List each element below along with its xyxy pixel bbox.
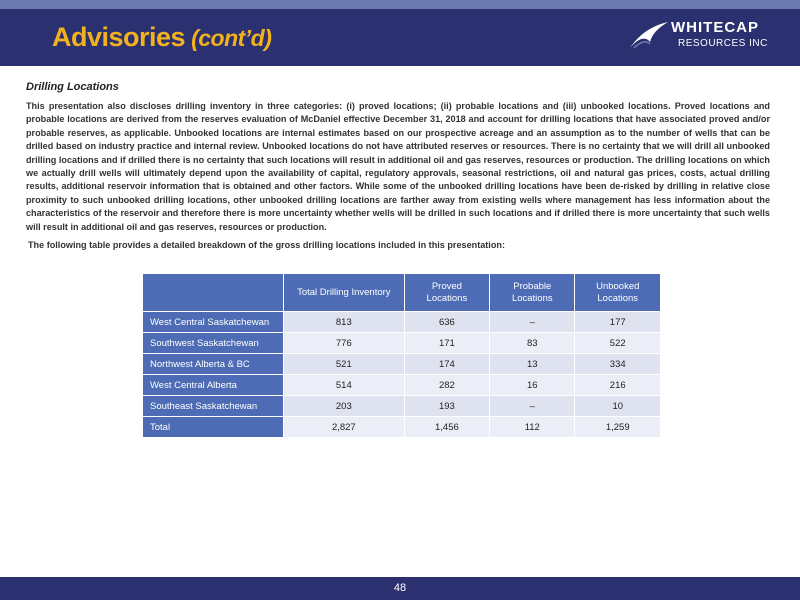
table-intro: The following table provides a detailed breakdown of the gross drilling locations included in this presentation:	[28, 240, 505, 250]
cell-proved: 282	[404, 375, 489, 396]
cell-total: 2,827	[283, 417, 404, 438]
table-header-total: Total Drilling Inventory	[283, 274, 404, 312]
cell-probable: 16	[490, 375, 575, 396]
drilling-locations-table	[142, 273, 661, 438]
table-row	[143, 312, 661, 333]
row-region: Southeast Saskatchewan	[143, 396, 284, 417]
table-header-probable: Probable Locations	[490, 274, 575, 312]
table-header-proved: Proved Locations	[404, 274, 489, 312]
cell-total: 203	[283, 396, 404, 417]
page-title-subtitle: (cont’d)	[191, 25, 272, 51]
company-logo	[628, 16, 768, 56]
row-region: Northwest Alberta & BC	[143, 354, 284, 375]
cell-proved: 636	[404, 312, 489, 333]
cell-probable: 83	[490, 333, 575, 354]
section-heading: Drilling Locations	[26, 81, 119, 93]
cell-proved: 171	[404, 333, 489, 354]
row-region: Southwest Saskatchewan	[143, 333, 284, 354]
page-title	[52, 22, 271, 53]
whitecap-wave-icon	[628, 20, 670, 50]
cell-unbooked: 216	[575, 375, 661, 396]
body-paragraph: This presentation also discloses drilling inventory in three categories: (i) proved locations; (ii) probable locations and (iii) unbooked locations. Proved locations and probable locations are derived from the reserves evaluation of McDaniel effective December 31, 2018 and account for drilling locations that have associated proved and/or probable reserves, as applicable. Unbooked locations are internal estimates based on our prospective acreage and an assumption as to the number of wells that can be drilled based on industry practice and internal review. Unbooked locations do not have attributed reserves or resources. There is no certainty that we will drill all unbooked drilling locations and if drilled there is no certainty that such locations will result in additional oil and gas reserves, resources or production. The drilling locations on which we actually drill wells will ultimately depend upon the availability of capital, regulatory approvals, seasonal restrictions, oil and natural gas prices, costs, actual drilling results, additional reservoir information that is obtained and other factors. While some of the unbooked drilling locations have been de-risked by drilling in relative close proximity to such unbooked drilling locations, other unbooked drilling locations are farther away from existing wells where management has less information about the characteristics of the reservoir and therefore there is more uncertainty whether wells will be drilled in such locations and if drilled there is more uncertainty that such wells will result in additional oil and gas reserves, resources or production.	[26, 101, 770, 232]
table-header-unbooked: Unbooked Locations	[575, 274, 661, 312]
table-header-row	[143, 274, 661, 312]
cell-probable: –	[490, 312, 575, 333]
cell-probable: 13	[490, 354, 575, 375]
table-row	[143, 375, 661, 396]
cell-probable: 112	[490, 417, 575, 438]
cell-total: 521	[283, 354, 404, 375]
cell-unbooked: 522	[575, 333, 661, 354]
table-row-total	[143, 417, 661, 438]
row-region: West Central Alberta	[143, 375, 284, 396]
cell-probable: –	[490, 396, 575, 417]
row-region: West Central Saskatchewan	[143, 312, 284, 333]
cell-total: 813	[283, 312, 404, 333]
cell-total: 514	[283, 375, 404, 396]
page-number: 48	[393, 582, 407, 594]
row-region: Total	[143, 417, 284, 438]
cell-total: 776	[283, 333, 404, 354]
table-row	[143, 354, 661, 375]
cell-unbooked: 10	[575, 396, 661, 417]
page-title-main: Advisories	[52, 22, 186, 52]
cell-unbooked: 334	[575, 354, 661, 375]
table-row	[143, 396, 661, 417]
cell-proved: 174	[404, 354, 489, 375]
table-row	[143, 333, 661, 354]
cell-proved: 1,456	[404, 417, 489, 438]
table-header-blank	[143, 274, 284, 312]
header-stripe	[0, 0, 800, 9]
cell-unbooked: 1,259	[575, 417, 661, 438]
logo-text-line2: RESOURCES INC	[678, 38, 768, 49]
logo-text-line1: WHITECAP	[671, 19, 759, 36]
cell-proved: 193	[404, 396, 489, 417]
cell-unbooked: 177	[575, 312, 661, 333]
